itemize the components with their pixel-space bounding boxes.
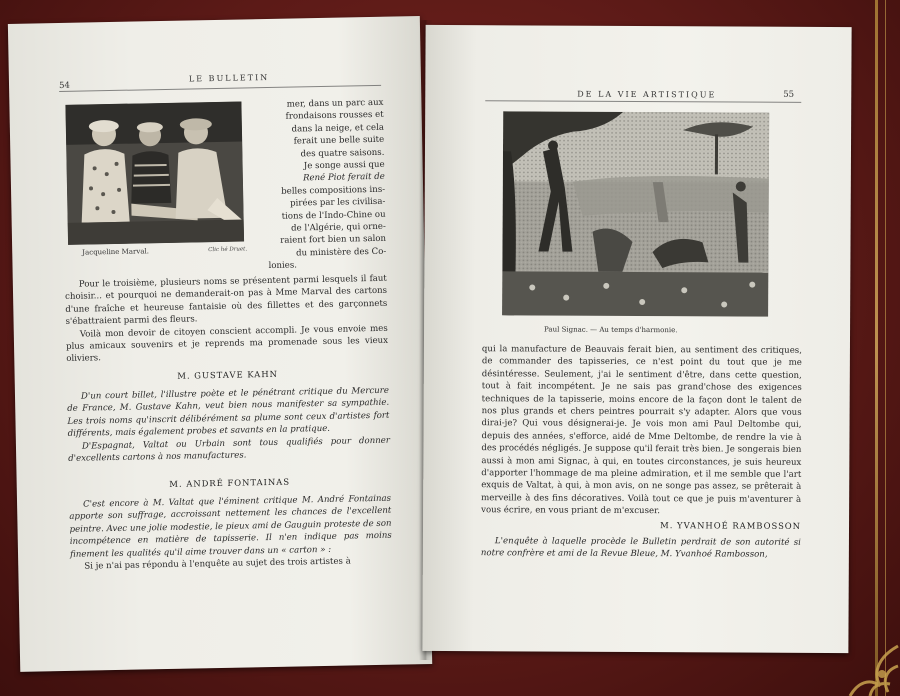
header-rule — [485, 100, 801, 103]
column-line: belles compositions ins- — [281, 184, 386, 197]
column-line: pirées par les civilisa- — [290, 197, 386, 209]
column-line: du ministère des Co- — [295, 246, 387, 259]
paragraph: C'est encore à M. Valtat que l'éminent critique M. André Fontainas apporte son suffrage, accroissant nettement les chances de l'excellent peintre. Avec une jolie modestie, le pieux ami de Gauguin proteste de son incompétence en matière de tapisserie. Il n'en indique pas moins finement les qualités qu'il aime trouver dans un « carton » : — [69, 493, 392, 560]
paragraph: D'Espagnat, Valtat ou Urbain sont tous qualifiés pour donner d'excellents cartons à nos manufactures. — [68, 435, 391, 464]
gilt-border-inner — [885, 0, 886, 696]
running-head: LE BULLETIN — [188, 72, 270, 84]
photo-credit: Clic hé Druet. — [208, 246, 248, 254]
body-text-continued — [481, 343, 802, 518]
header-rule — [59, 85, 381, 92]
column-line: frondaisons rousses et — [285, 110, 384, 123]
side-column — [249, 97, 386, 273]
left-page — [8, 16, 432, 672]
plate-caption: Paul Signac. — Au temps d'harmonie. — [544, 325, 678, 335]
running-head: DE LA VIE ARTISTIQUE — [577, 89, 717, 100]
column-line: René Piot ferait de — [302, 172, 385, 184]
body-text-rambosson — [481, 535, 801, 561]
body-text-kahn — [67, 385, 390, 466]
column-line: ferait une belle suite — [293, 134, 385, 147]
page-number: 55 — [783, 89, 795, 100]
column-line: lonies. — [268, 260, 298, 272]
paragraph: D'un court billet, l'illustre poète et le pénétrant critique du Mercure de France, M. Gustave Kahn, veut bien nous manifester sa sympathie. Les trois noms qu'inscrit délibérément sa plume sont ceux d'artistes fort différents, mais également probes et savants en la pratique. — [67, 385, 390, 440]
photo-jacqueline-marval — [65, 102, 244, 245]
section-heading-rambosson: M. YVANHOÉ RAMBOSSON — [660, 520, 802, 531]
body-text-fontainas — [69, 493, 392, 574]
section-heading-fontainas: M. ANDRÉ FONTAINAS — [169, 476, 291, 489]
gilt-border — [875, 0, 878, 696]
column-line: raient fort bien un salon — [280, 234, 387, 247]
column-line: Je songe aussi que — [303, 159, 385, 172]
column-line: mer, dans un parc aux — [286, 97, 384, 110]
landscape-painting-icon — [502, 111, 769, 316]
plate-signac-au-temps-d-harmonie — [502, 111, 769, 316]
photo-caption: Jacqueline Marval. — [82, 247, 149, 257]
paragraph: Si je n'ai pas répondu à l'enquête au sujet des trois artistes à — [84, 556, 351, 572]
section-heading-kahn: M. GUSTAVE KAHN — [177, 368, 278, 381]
portrait-figures-icon — [65, 102, 244, 245]
body-text-intro — [65, 273, 389, 366]
page-number: 54 — [58, 80, 70, 91]
column-line: tions de l'Indo-Chine ou — [281, 209, 386, 222]
paragraph: qui la manufacture de Beauvais ferait bien, au sentiment des critiques, de commander des tapisseries, ce n'est point du tout que je me désintéresse. Seulement, j'ai le sentiment d'être, dans cette question, tout à fait incompétent. Je ne sais pas grand'chose des exigences techniques de la tapisserie, moins encore de la façon dont le talent de nos plus grands et chers peintres pourrait s'y adapter. Alors que vous dirai-je? Qui vous désignerai-je. Je vois mon ami Paul Deltombe qui, depuis des années, s'efforce, aidé de Mme Deltombe, de rendre la vie à des procédés négligés. Je suppose qu'il ferait très bien. Je songerais bien aussi à mon ami Signac, à qui, en toutes circonstances, je suis heureux d'apporter l'hommage de ma pleine admiration, et il me semble que l'art exquis de Valtat, à qui, à mon avis, on ne songe pas assez, se prêterait à merveille à des fins décoratives. Voilà tout ce que je puis m'aventurer à vous écrire, en vous priant de m'excuser. — [481, 344, 802, 517]
column-line: de l'Algérie, qui orne- — [291, 221, 386, 234]
paragraph: Pour le troisième, plusieurs noms se présentent parmi lesquels il faut choisir... et pourquoi ne demanderait-on pas à Mme Marval des cartons d'une fraîche et heureuse fantaisie où des fillettes et des garçonnets s'ébattraient parmi des fleurs. — [65, 273, 388, 328]
column-line: dans la neige, et cela — [291, 122, 385, 135]
paragraph: Voilà mon devoir de citoyen conscient accompli. Je vous envoie mes plus amicaux souvenirs et je reprends ma promenade sous les vieux oliviers. — [65, 323, 389, 365]
column-line: des quatre saisons. — [300, 147, 385, 159]
paragraph: L'enquête à laquelle procède le Bulletin perdrait de son autorité si notre confrère et ami de la Revue Bleue, M. Yvanhoé Rambosson, — [480, 536, 801, 561]
right-page — [422, 25, 851, 653]
